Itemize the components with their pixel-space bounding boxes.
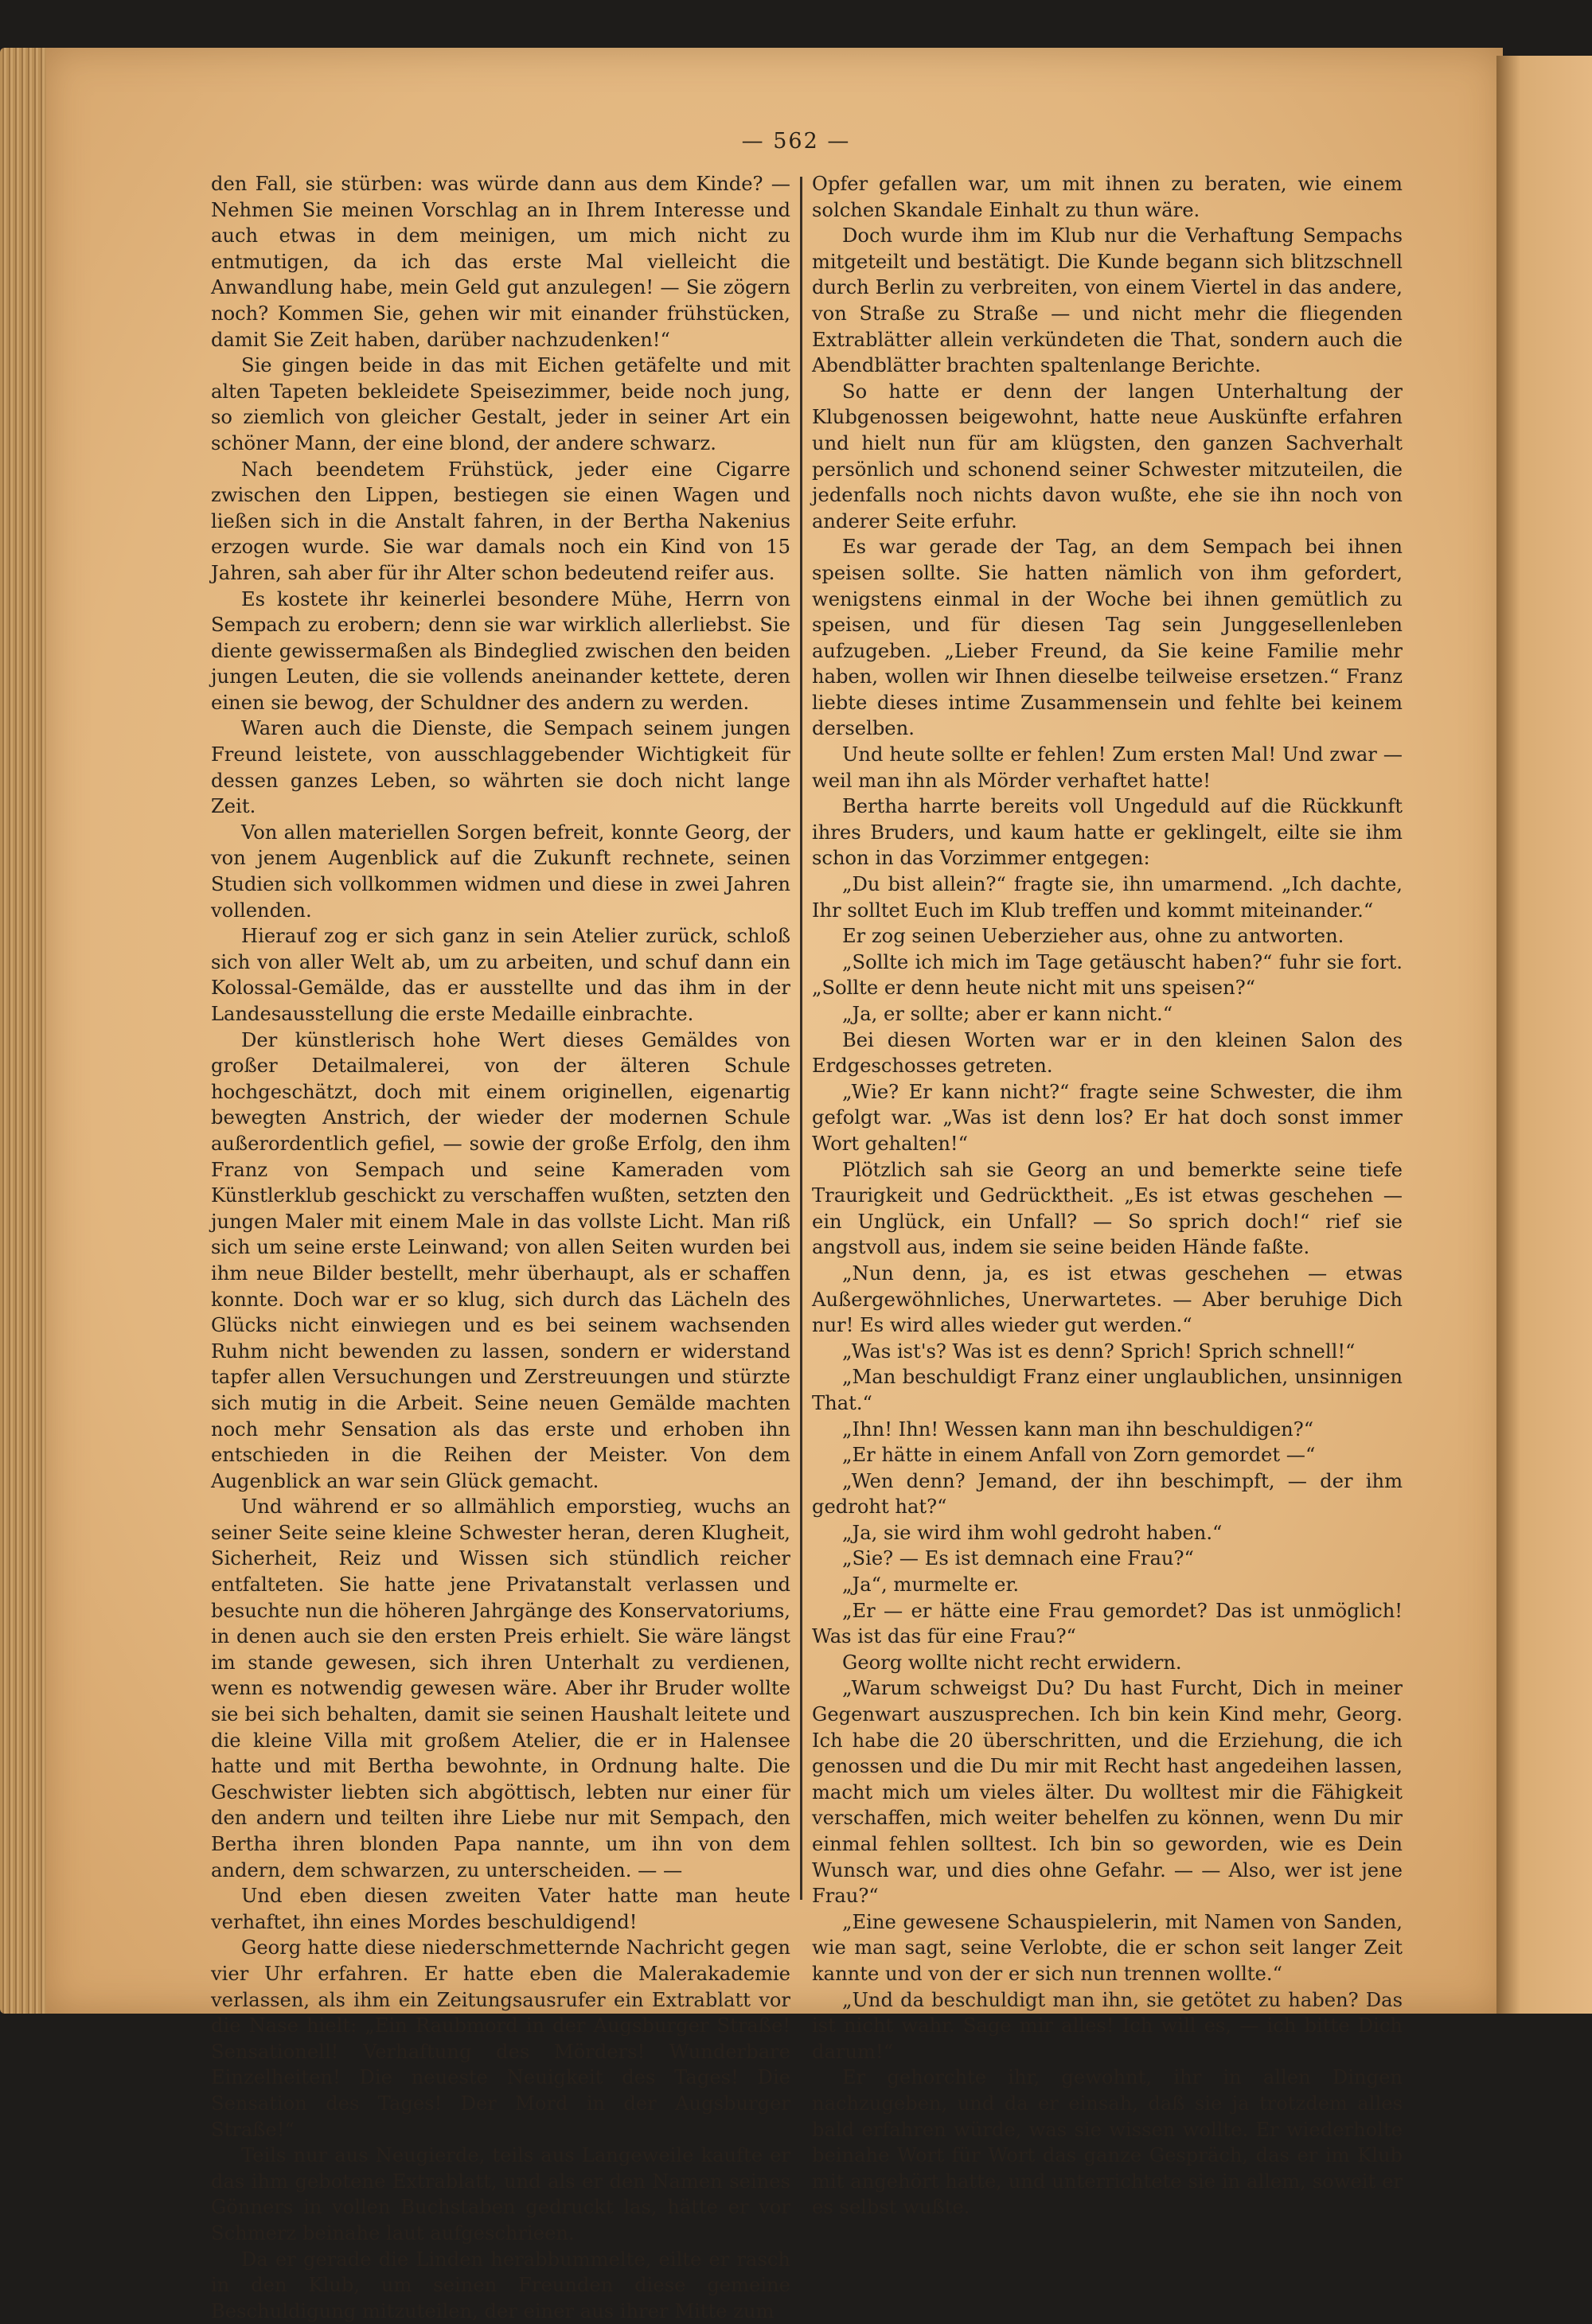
paragraph: „Wie? Er kann nicht?“ fragte seine Schwester, die ihm gefolgt war. „Was ist denn los? Er hat doch sonst immer Wort gehalten!“	[812, 1079, 1403, 1157]
text-column-right	[812, 171, 1403, 1902]
paragraph: „Wen denn? Jemand, der ihn beschimpft, — der ihm gedroht hat?“	[812, 1468, 1403, 1520]
paragraph: „Er — er hätte eine Frau gemordet? Das ist unmöglich! Was ist das für eine Frau?“	[812, 1598, 1403, 1650]
next-page-edge	[1496, 56, 1592, 2014]
paragraph: „Eine gewesene Schauspielerin, mit Namen von Sanden, wie man sagt, seine Verlobte, die er schon seit langer Zeit kannte und von der er sich nun trennen wollte.“	[812, 1909, 1403, 1987]
paragraph: Der künstlerisch hohe Wert dieses Gemäldes von großer Detailmalerei, von der älteren Schule hochgeschätzt, doch mit einem originellen, eigenartig bewegten Anstrich, der wieder der modernen Schule außerordentlich gefiel, — sowie der große Erfolg, den ihm Franz von Sempach und seine Kameraden vom Künstlerklub geschickt zu verschaffen wußten, setzten den jungen Maler mit einem Male in das vollste Licht. Man riß sich um seine erste Leinwand; von allen Seiten wurden bei ihm neue Bilder bestellt, mehr überhaupt, als er schaffen konnte. Doch war er so klug, sich durch das Lächeln des Glücks nicht einwiegen und es bei seinem wachsenden Ruhm nicht bewenden zu lassen, sondern er widerstand tapfer allen Versuchungen und Zerstreuungen und stürzte sich mutig in die Arbeit. Seine neuen Gemälde machten noch mehr Sensation als das erste und erhoben ihn entschieden in die Reihen der Meister. Von dem Augenblick an war sein Glück gemacht.	[211, 1027, 790, 1495]
paragraph: „Sie? — Es ist demnach eine Frau?“	[812, 1546, 1403, 1572]
paragraph: Doch wurde ihm im Klub nur die Verhaftung Sempachs mitgeteilt und bestätigt. Die Kunde begann sich blitzschnell durch Berlin zu verbreiten, von einem Viertel in das andere, von Straße zu Straße — und nicht mehr die fliegenden Extrablätter allein verkündeten die That, sondern auch die Abendblätter brachten spaltenlange Berichte.	[812, 223, 1403, 379]
column-divider	[800, 177, 802, 1900]
paragraph: Georg hatte diese niederschmetternde Nachricht gegen vier Uhr erfahren. Er hatte eben die Malerakademie verlassen, als ihm ein Zeitungsausrufer ein Extrablatt vor die Nase hielt: „Ein Raubmord in der Augsburger Straße! Sensationell! Verhaftung des Mörders! Wunderbare Einzelheiten! Die neueste Neuigkeit des Tages! Die Sensation des Tages! Der Mord in der Augsburger Straße!“	[211, 1935, 790, 2143]
paragraph: Es war gerade der Tag, an dem Sempach bei ihnen speisen sollte. Sie hatten nämlich von ihm gefordert, wenigstens einmal in der Woche bei ihnen gemütlich zu speisen, und für diesen Tag sein Junggesellenleben aufzugeben. „Lieber Freund, da Sie keine Familie mehr haben, wollen wir Ihnen dieselbe teilweise ersetzen.“ Franz liebte dieses intime Zusammensein und fehlte bei keinem derselben.	[812, 534, 1403, 742]
paragraph: „Er hätte in einem Anfall von Zorn gemordet —“	[812, 1442, 1403, 1468]
paragraph: Und eben diesen zweiten Vater hatte man heute verhaftet, ihn eines Mordes beschuldigend!	[211, 1883, 790, 1935]
paragraph: Er gehorchte ihr, gewohnt, ihr in allen Dingen nachzugeben, und da er einsah, daß sie ja trotzdem alles bald erfahren würde, was sie wissen wollte. Er wiederholte beinahe Wort für Wort das ganze Gespräch, das er im Klub mit angehört hatte, und unterrichtete sie in allem, soweit er es selbst wußte.	[812, 2065, 1403, 2221]
paragraph: Bei diesen Worten war er in den kleinen Salon des Erdgeschosses getreten.	[812, 1027, 1403, 1079]
paragraph: Und während er so allmählich emporstieg, wuchs an seiner Seite seine kleine Schwester heran, deren Klugheit, Sicherheit, Reiz und Wissen sich stündlich reicher entfalteten. Sie hatte jene Privatanstalt verlassen und besuchte nun die höheren Jahrgänge des Konservatoriums, in denen auch sie den ersten Preis erhielt. Sie wäre längst im stande gewesen, sich ihren Unterhalt zu verdienen, wenn es notwendig gewesen wäre. Aber ihr Bruder wollte sie bei sich behalten, damit sie seinen Haushalt leitete und die kleine Villa mit großem Atelier, die er in Halensee hatte und mit Bertha bewohnte, in Ordnung halte. Die Geschwister liebten sich abgöttisch, lebten nur einer für den andern und teilten ihre Liebe nur mit Sempach, den Bertha ihren blonden Papa nannte, um ihn von dem andern, dem schwarzen, zu unterscheiden. — —	[211, 1494, 790, 1883]
paragraph: Teils nur aus Neugierde, teils aus Langeweile kaufte er das ihm gebotene Extrablatt, und als er den Namen seines Gönners in vollen Buchstaben gedruckt las, hätte er vor Schmerz beinahe laut aufgeschrieen.	[211, 2143, 790, 2246]
paragraph: Da er gerade die Linden herabbummelte, eilte er rasch in den Klub, um seinen Freunden diese gemeine Beschuldigung mitzuteilen, der einer aus ihrer Mitte zum	[211, 2247, 790, 2324]
paragraph: „Ja“, murmelte er.	[812, 1572, 1403, 1598]
paragraph: Hierauf zog er sich ganz in sein Atelier zurück, schloß sich von aller Welt ab, um zu arbeiten, und schuf dann ein Kolossal-Gemälde, das er ausstellte und das ihm in der Landesausstellung die erste Medaille einbrachte.	[211, 923, 790, 1027]
paragraph: „Ihn! Ihn! Wessen kann man ihn beschuldigen?“	[812, 1417, 1403, 1443]
paragraph: Von allen materiellen Sorgen befreit, konnte Georg, der von jenem Augenblick auf die Zukunft rechnete, seinen Studien sich vollkommen widmen und diese in zwei Jahren vollenden.	[211, 820, 790, 923]
paragraph: Sie gingen beide in das mit Eichen getäfelte und mit alten Tapeten bekleidete Speisezimmer, beide noch jung, so ziemlich von gleicher Gestalt, jeder in seiner Art ein schöner Mann, der eine blond, der andere schwarz.	[211, 353, 790, 456]
paragraph: Und heute sollte er fehlen! Zum ersten Mal! Und zwar — weil man ihn als Mörder verhaftet hatte!	[812, 742, 1403, 794]
paragraph: So hatte er denn der langen Unterhaltung der Klubgenossen beigewohnt, hatte neue Auskünfte erfahren und hielt nun für am klügsten, den ganzen Sachverhalt persönlich und schonend seiner Schwester mitzuteilen, die jedenfalls noch nichts davon wußte, ehe sie ihn noch von anderer Seite erfuhr.	[812, 379, 1403, 535]
paragraph: „Was ist's? Was ist es denn? Sprich! Sprich schnell!“	[812, 1339, 1403, 1365]
paragraph: Plötzlich sah sie Georg an und bemerkte seine tiefe Traurigkeit und Gedrücktheit. „Es ist etwas geschehen — ein Unglück, ein Unfall? — So sprich doch!“ rief sie angstvoll aus, indem sie seine beiden Hände faßte.	[812, 1157, 1403, 1261]
paragraph: Er zog seinen Ueberzieher aus, ohne zu antworten.	[812, 923, 1403, 949]
text-column-left	[211, 171, 790, 1902]
paragraph: „Man beschuldigt Franz einer unglaublichen, unsinnigen That.“	[812, 1364, 1403, 1416]
paragraph: „Ja, er sollte; aber er kann nicht.“	[812, 1001, 1403, 1027]
paragraph: „Sollte ich mich im Tage getäuscht haben?“ fuhr sie fort. „Sollte er denn heute nicht mit uns speisen?“	[812, 949, 1403, 1001]
paragraph: „Ja, sie wird ihm wohl gedroht haben.“	[812, 1520, 1403, 1546]
paragraph: „Du bist allein?“ fragte sie, ihn umarmend. „Ich dachte, Ihr solltet Euch im Klub treffen und kommt miteinander.“	[812, 872, 1403, 923]
page-number: — 562 —	[732, 129, 860, 154]
paragraph: Nach beendetem Frühstück, jeder eine Cigarre zwischen den Lippen, bestiegen sie einen Wagen und ließen sich in die Anstalt fahren, in der Bertha Nakenius erzogen wurde. Sie war damals noch ein Kind von 15 Jahren, sah aber für ihr Alter schon bedeutend reifer aus.	[211, 457, 790, 587]
paragraph: Waren auch die Dienste, die Sempach seinem jungen Freund leistete, von ausschlaggebender Wichtigkeit für dessen ganzes Leben, so währten sie doch nicht lange Zeit.	[211, 716, 790, 819]
paragraph: „Nun denn, ja, es ist etwas geschehen — etwas Außergewöhnliches, Unerwartetes. — Aber beruhige Dich nur! Es wird alles wieder gut werden.“	[812, 1261, 1403, 1339]
paragraph: Georg wollte nicht recht erwidern.	[812, 1650, 1403, 1676]
paragraph: „Und da beschuldigt man ihn, sie getötet zu haben? Das ist nicht wahr. Sage mir alles! Ich will es, — ich bitte Dich darum!“	[812, 1987, 1403, 2065]
paragraph: den Fall, sie stürben: was würde dann aus dem Kinde? — Nehmen Sie meinen Vorschlag an in Ihrem Interesse und auch etwas in dem meinigen, um mich nicht zu entmutigen, da ich das erste Mal vielleicht die Anwandlung habe, mein Geld gut anzulegen! — Sie zögern noch? Kommen Sie, gehen wir mit einander frühstücken, damit Sie Zeit haben, darüber nachzudenken!“	[211, 171, 790, 353]
paragraph: Opfer gefallen war, um mit ihnen zu beraten, wie einem solchen Skandale Einhalt zu thun wäre.	[812, 171, 1403, 223]
paragraph: Bertha harrte bereits voll Ungeduld auf die Rückkunft ihres Bruders, und kaum hatte er geklingelt, eilte sie ihm schon in das Vorzimmer entgegen:	[812, 794, 1403, 872]
paragraph: Es kostete ihr keinerlei besondere Mühe, Herrn von Sempach zu erobern; denn sie war wirklich allerliebst. Sie diente gewissermaßen als Bindeglied zwischen den beiden jungen Leuten, die sie vollends aneinander kettete, deren einen sie bewog, der Schuldner des andern zu werden.	[211, 587, 790, 716]
paragraph: „Warum schweigst Du? Du hast Furcht, Dich in meiner Gegenwart auszusprechen. Ich bin kein Kind mehr, Georg. Ich habe die 20 überschritten, und die Erziehung, die ich genossen und die Du mir mit Recht hast angedeihen lassen, macht mich um vieles älter. Du wolltest mir die Fähigkeit verschaffen, mich weiter behelfen zu können, wenn Du mir einmal fehlen solltest. Ich bin so geworden, wie es Dein Wunsch war, und dies ohne Gefahr. — — Also, wer ist jene Frau?“	[812, 1675, 1403, 1909]
